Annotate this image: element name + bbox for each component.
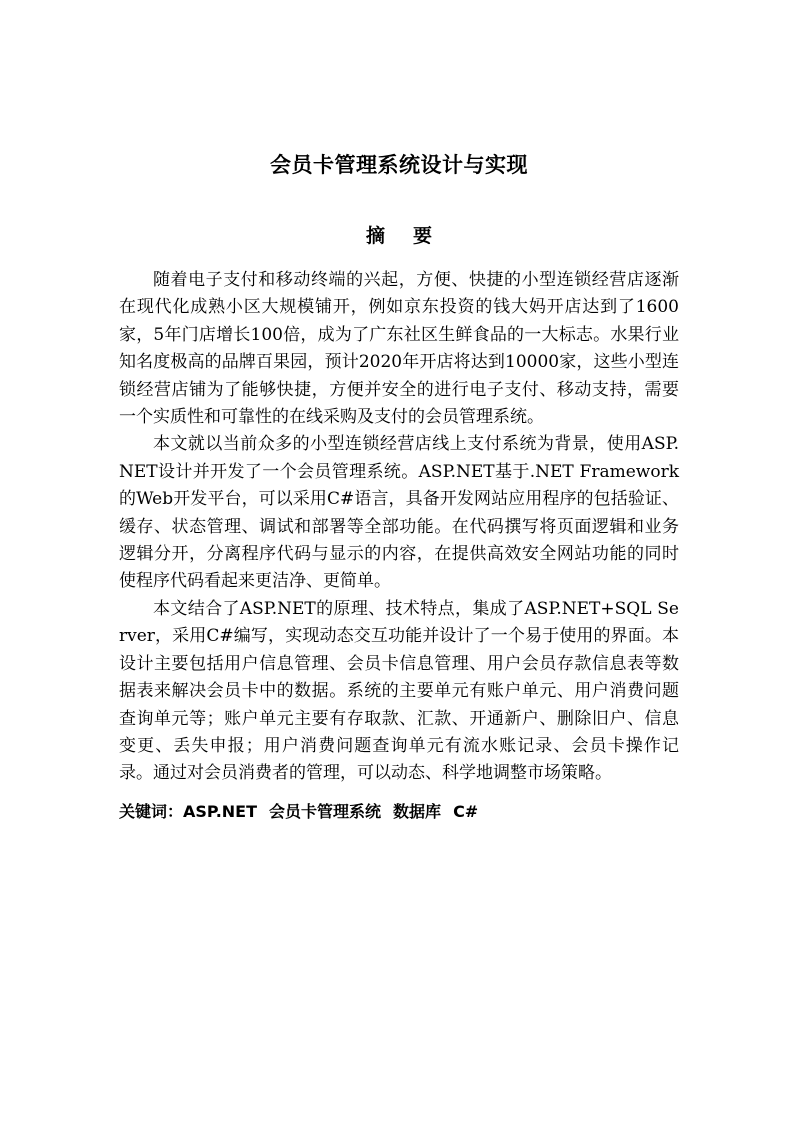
abstract-paragraph-2: 本文就以当前众多的小型连锁经营店线上支付系统为背景，使用ASP.NET设计并开发了一个会员管理系统。ASP.NET基于.NET Framework的Web开发平台，可以采用C#语言，具备开发网站应用程序的包括验证、缓存、状态管理、调试和部署等全部功能。在代码撰写将页面逻辑和业务逻辑分开，分离程序代码与显示的内容，在提供高效安全网站功能的同时使程序代码看起来更洁净、更简单。 bbox=[119, 434, 679, 592]
thesis-title: 会员卡管理系统设计与实现 bbox=[270, 153, 528, 177]
abstract-paragraph-1: 随着电子支付和移动终端的兴起，方便、快捷的小型连锁经营店逐渐在现代化成熟小区大规模铺开，例如京东投资的钱大妈开店达到了1600家，5年门店增长100倍，成为了广东社区生鲜食品的一大标志。水果行业知名度极高的品牌百果园，预计2020年开店将达到10000家，这些小型连锁经营店铺为了能够快捷，方便并安全的进行电子支付、移动支持，需要一个实质性和可靠性的在线采购及支付的会员管理系统。 bbox=[119, 270, 679, 428]
keywords-label: 关键词： bbox=[119, 801, 184, 821]
abstract-body bbox=[119, 267, 679, 788]
abstract-heading-char-1: 摘 bbox=[365, 225, 385, 247]
abstract-paragraph-3: 本文结合了ASP.NET的原理、技术特点，集成了ASP.NET+SQL Server，采用C#编写，实现动态交互功能并设计了一个易于使用的界面。本设计主要包括用户信息管理、会员卡信息管理、用户会员存款信息表等数据表来解决会员卡中的数据。系统的主要单元有账户单元、用户消费问题查询单元等；账户单元主要有存取款、汇款、开通新户、删除旧户、信息变更、丢失申报；用户消费问题查询单元有流水账记录、会员卡操作记录。通过对会员消费者的管理，可以动态、科学地调整市场策略。 bbox=[119, 598, 679, 784]
abstract-heading-char-2: 要 bbox=[413, 225, 433, 247]
keyword-1: ASP.NET bbox=[183, 801, 258, 821]
abstract-page bbox=[119, 140, 679, 825]
keyword-2: 会员卡管理系统 bbox=[269, 801, 382, 821]
keywords-line bbox=[119, 799, 679, 825]
keyword-4: C# bbox=[453, 801, 479, 821]
abstract-heading bbox=[119, 223, 679, 249]
keyword-3: 数据库 bbox=[393, 801, 442, 821]
